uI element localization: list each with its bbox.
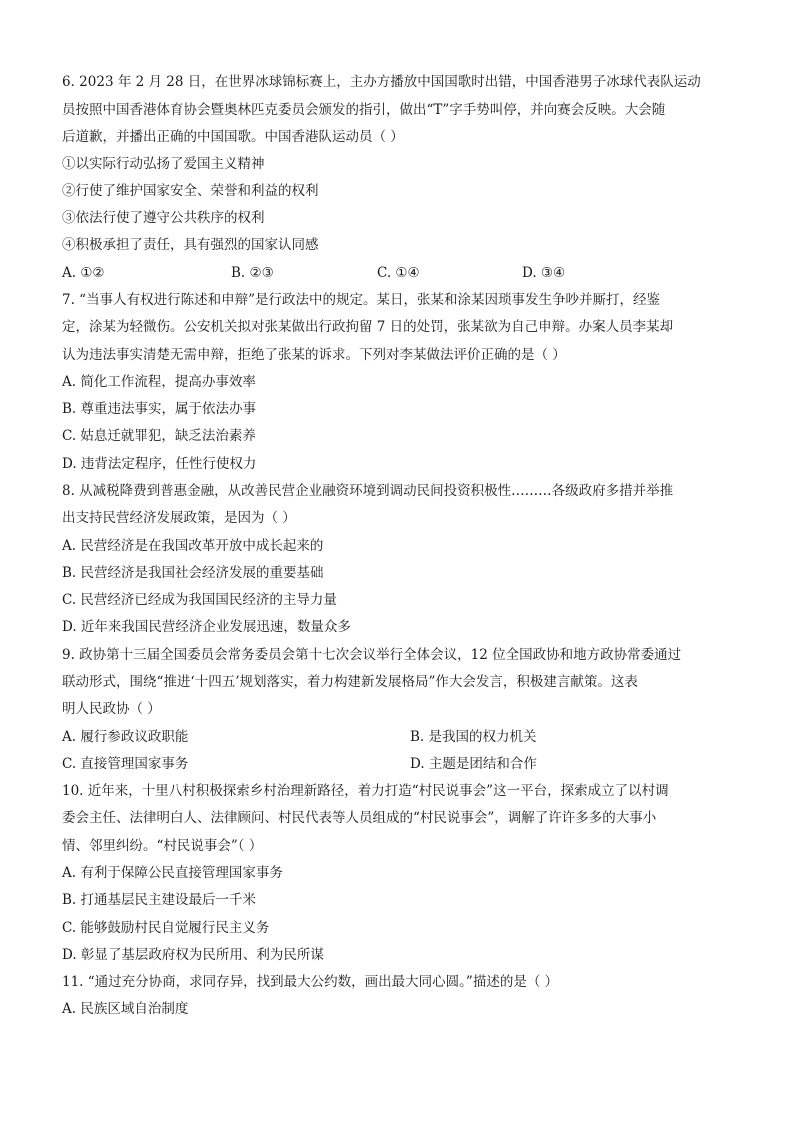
q6-option-b[interactable]: B. ②③ — [231, 265, 274, 281]
q10-option-c[interactable]: C. 能够鼓励村民自觉履行民主义务 — [62, 920, 270, 936]
q6-option-c[interactable]: C. ①④ — [377, 265, 420, 281]
q9-option-b[interactable]: B. 是我国的权力机关 — [410, 729, 537, 745]
q6-stem-line-3: 后道歉，并播出正确的中国国歌。中国香港队运动员（ ） — [62, 129, 404, 145]
q8-option-a[interactable]: A. 民营经济是在我国改革开放中成长起来的 — [62, 538, 324, 554]
q10-stem-line-1: 10. 近年来，十里八村积极探索乡村治理新路径，着力打造“村民说事会”这一平台，探索成立了以村调 — [62, 783, 669, 799]
q9-stem-line-2: 联动形式，围绕“推进‘十四五’规划落实，着力构建新发展格局”作大会发言，积极建言献策。这表 — [62, 674, 638, 690]
q6-stem-line-2: 员按照中国香港体育协会暨奥林匹克委员会颁发的指引，做出“T”字手势叫停，并向赛会反映。大会随 — [62, 102, 666, 118]
q9-stem-line-1: 9. 政协第十三届全国委员会常务委员会第十七次会议举行全体会议，12 位全国政协和地方政协常委通过 — [62, 647, 682, 663]
q6-option-d[interactable]: D. ③④ — [522, 265, 566, 281]
q10-stem-line-3: 情、邻里纠纷。“村民说事会”（ ） — [62, 838, 263, 854]
q7-option-d[interactable]: D. 违背法定程序，任性行使权力 — [62, 456, 257, 472]
q9-option-c[interactable]: C. 直接管理国家事务 — [62, 756, 189, 772]
q6-statement-2: ②行使了维护国家安全、荣誉和利益的权利 — [62, 183, 319, 199]
q10-option-b[interactable]: B. 打通基层民主建设最后一千米 — [62, 892, 257, 908]
q7-option-b[interactable]: B. 尊重违法事实，属于依法办事 — [62, 401, 257, 417]
q11-stem-line-1: 11. “通过充分协商，求同存异，找到最大公约数，画出最大同心圆。”描述的是（ ） — [62, 974, 559, 990]
q6-option-a[interactable]: A. ①② — [62, 265, 105, 281]
q6-statement-3: ③依法行使了遵守公共秩序的权利 — [62, 210, 265, 226]
q7-stem-line-1: 7. “当事人有权进行陈述和申辩”是行政法中的规定。某日，张某和涂某因琐事发生争吵并厮打，经鉴 — [62, 292, 660, 308]
q10-option-a[interactable]: A. 有利于保障公民直接管理国家事务 — [62, 865, 283, 881]
q7-stem-line-2: 定，涂某为轻微伤。公安机关拟对张某做出行政拘留 7 日的处罚，张某欲为自己申辩。办案人员李某却 — [62, 319, 674, 335]
q8-option-d[interactable]: D. 近年来我国民营经济企业发展迅速，数量众多 — [62, 619, 351, 635]
q11-option-a[interactable]: A. 民族区域自治制度 — [62, 1001, 189, 1017]
q7-stem-line-3: 认为违法事实清楚无需申辩，拒绝了张某的诉求。下列对李某做法评价正确的是（ ） — [62, 347, 566, 363]
q10-option-d[interactable]: D. 彰显了基层政府权为民所用、利为民所谋 — [62, 947, 324, 963]
q8-stem-line-1: 8. 从减税降费到普惠金融，从改善民营企业融资环境到调动民间投资积极性………各级政府多措并举推 — [62, 483, 674, 499]
q8-option-c[interactable]: C. 民营经济已经成为我国国民经济的主导力量 — [62, 592, 337, 608]
q6-statement-1: ①以实际行动弘扬了爱国主义精神 — [62, 156, 265, 172]
q9-option-a[interactable]: A. 履行参政议政职能 — [62, 729, 189, 745]
q9-stem-line-3: 明人民政协（ ） — [62, 701, 161, 717]
q8-option-b[interactable]: B. 民营经济是我国社会经济发展的重要基础 — [62, 565, 324, 581]
q6-stem-line-1: 6. 2023 年 2 月 28 日，在世界冰球锦标赛上，主办方播放中国国歌时出错，中国香港男子冰球代表队运动 — [62, 74, 701, 90]
q6-statement-4: ④积极承担了责任，具有强烈的国家认同感 — [62, 237, 319, 253]
q7-option-a[interactable]: A. 简化工作流程，提高办事效率 — [62, 374, 256, 390]
q7-option-c[interactable]: C. 姑息迁就罪犯，缺乏法治素养 — [62, 428, 256, 444]
q8-stem-line-2: 出支持民营经济发展政策，是因为（ ） — [62, 510, 296, 526]
q10-stem-line-2: 委会主任、法律明白人、法律顾问、村民代表等人员组成的“村民说事会”，调解了许许多多的大事小 — [62, 810, 657, 826]
q9-option-d[interactable]: D. 主题是团结和合作 — [410, 756, 537, 772]
